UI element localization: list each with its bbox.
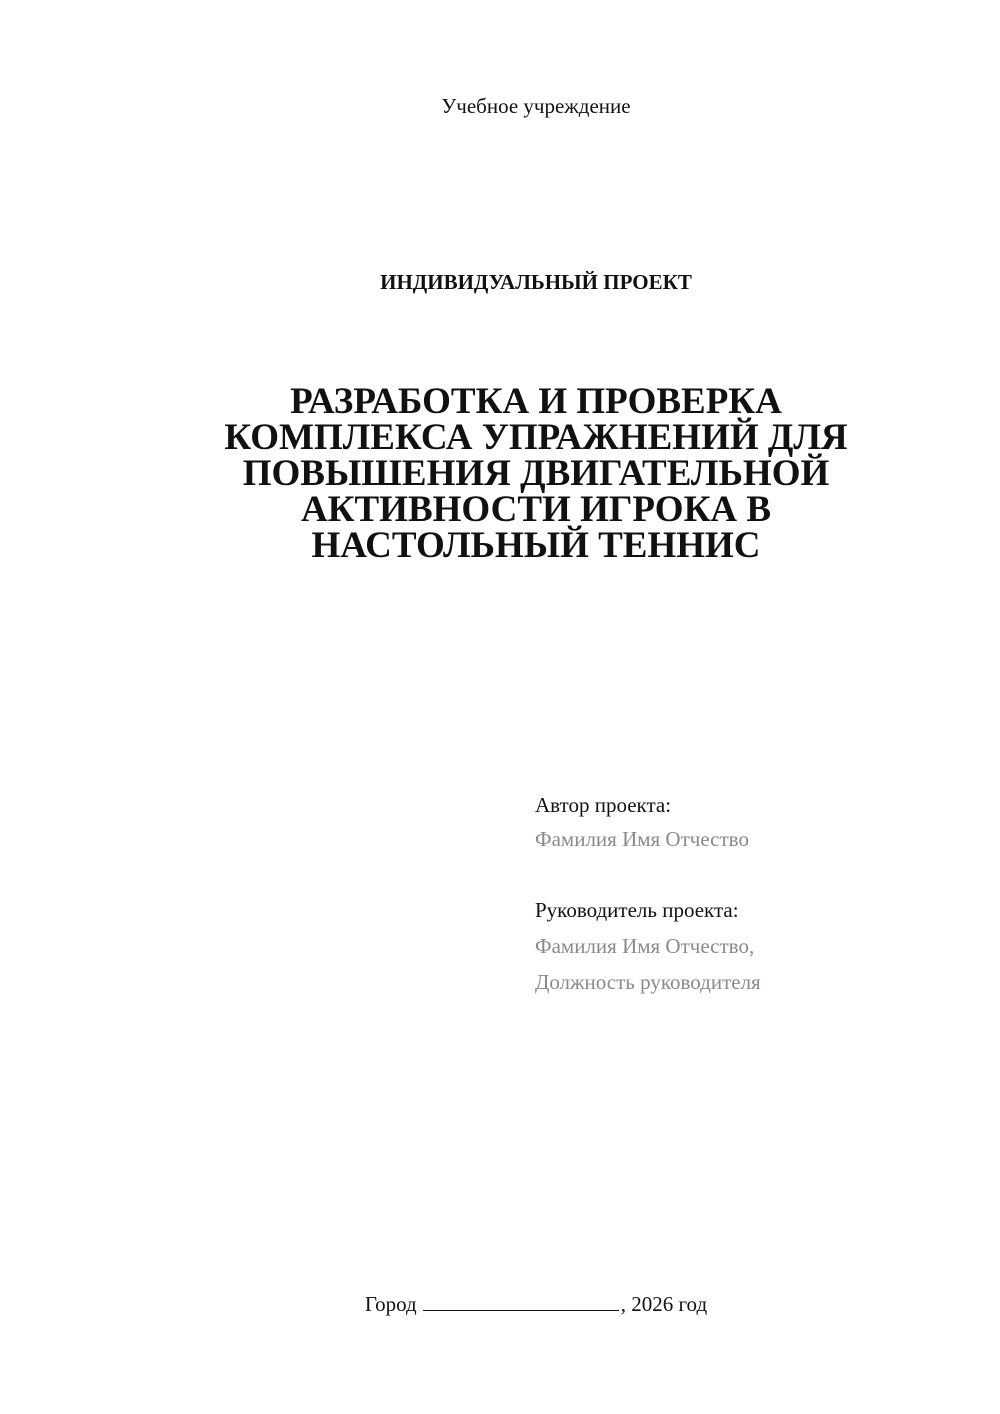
year-text: , 2026 год [620,1292,708,1316]
project-title-line: ПОВЫШЕНИЯ ДВИГАТЕЛЬНОЙ [242,453,830,494]
supervisor-name: Фамилия Имя Отчество, [535,934,755,958]
project-title [150,381,922,566]
project-title-line: АКТИВНОСТИ ИГРОКА В [300,489,772,530]
author-name: Фамилия Имя Отчество [535,827,749,851]
project-title-line: КОМПЛЕКСА УПРАЖНЕНИЙ ДЛЯ [224,417,848,458]
author-label: Автор проекта: [535,793,672,817]
document-type: ИНДИВИДУАЛЬНЫЙ ПРОЕКТ [380,270,692,294]
city-blank-line [423,1290,619,1311]
city-label: Город [364,1292,417,1316]
institution-name: Учебное учреждение [441,94,631,118]
supervisor-position: Должность руководителя [535,970,761,994]
project-title-line: НАСТОЛЬНЫЙ ТЕННИС [311,525,761,566]
city-year-line [0,1290,1000,1318]
supervisor-label: Руководитель проекта: [535,898,739,922]
supervisor-block [535,892,761,1000]
author-block [535,788,749,856]
project-title-line: РАЗРАБОТКА И ПРОВЕРКА [290,381,782,422]
